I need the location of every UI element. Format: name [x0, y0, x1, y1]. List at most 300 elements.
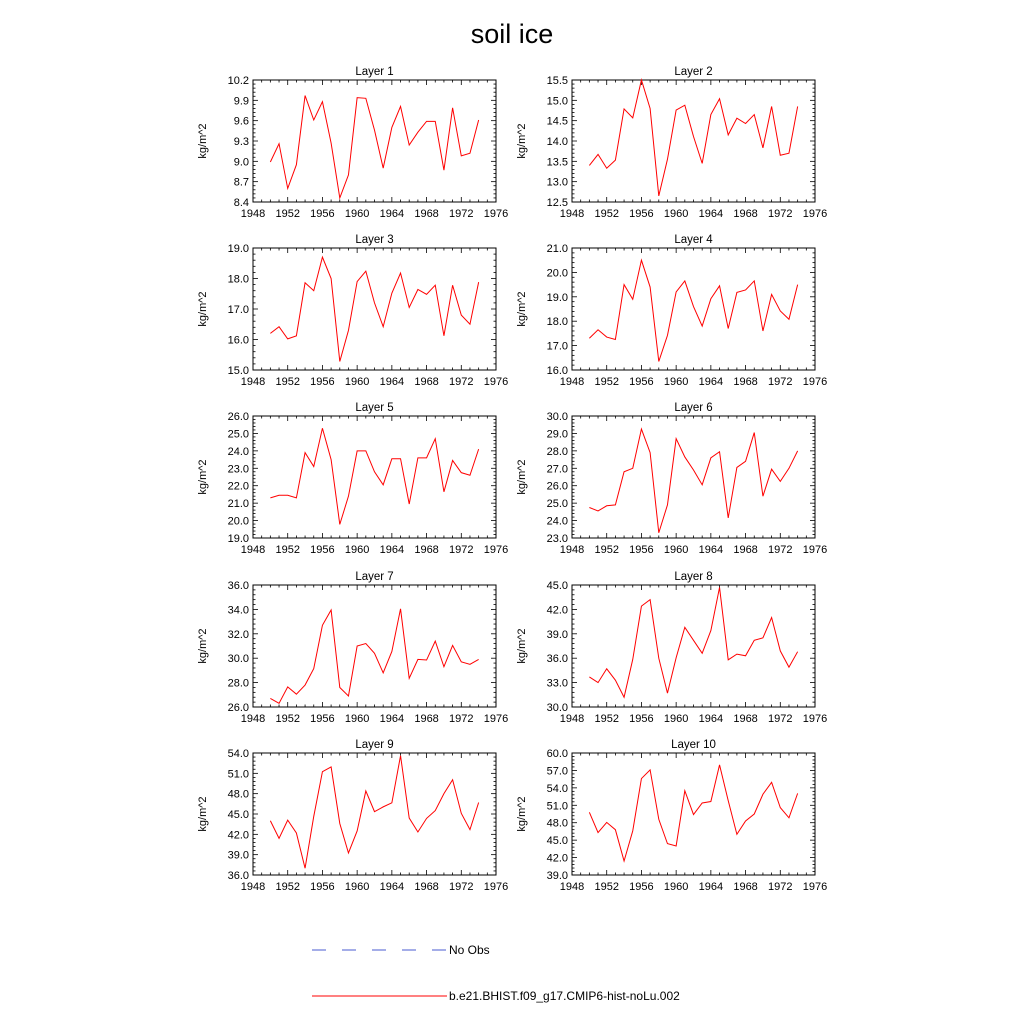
data-point	[399, 272, 401, 274]
y-tick-label: 13.0	[546, 176, 568, 189]
data-point	[614, 338, 616, 340]
data-point	[391, 650, 393, 652]
data-point	[770, 293, 772, 295]
data-point	[460, 314, 462, 316]
x-tick-label: 1948	[559, 713, 585, 725]
data-point	[666, 692, 668, 694]
data-point	[321, 624, 323, 626]
data-point	[796, 792, 798, 794]
data-point	[373, 129, 375, 131]
panel-layer-10	[516, 739, 827, 893]
y-tick-label: 51.0	[227, 768, 249, 781]
x-tick-label: 1956	[629, 544, 654, 556]
data-point	[779, 806, 781, 808]
data-point	[779, 480, 781, 482]
data-point	[718, 451, 720, 453]
x-tick-label: 1956	[629, 376, 654, 388]
y-tick-label: 12.5	[546, 197, 568, 209]
data-point	[477, 801, 479, 803]
data-point	[356, 280, 358, 282]
data-point	[304, 867, 306, 869]
panel-title: Layer 9	[355, 739, 394, 751]
x-tick-label: 1968	[414, 881, 439, 893]
data-point	[313, 815, 315, 817]
x-tick-label: 1948	[559, 376, 585, 388]
data-point	[744, 122, 746, 124]
data-point	[658, 818, 660, 820]
data-point	[339, 822, 341, 824]
data-point	[744, 820, 746, 822]
data-point	[321, 256, 323, 258]
y-tick-label: 13.5	[546, 156, 568, 169]
data-point	[373, 810, 375, 812]
data-point	[770, 616, 772, 618]
data-point	[710, 298, 712, 300]
data-point	[408, 817, 410, 819]
data-point	[632, 830, 634, 832]
y-tick-label: 29.0	[546, 428, 568, 441]
data-point	[753, 431, 755, 433]
panel-title: Layer 2	[674, 66, 713, 78]
data-point	[727, 659, 729, 661]
data-point	[313, 290, 315, 292]
y-axis-label: kg/m^2	[516, 291, 528, 327]
data-point	[692, 135, 694, 137]
data-point	[460, 812, 462, 814]
data-point	[304, 282, 306, 284]
data-point	[623, 283, 625, 285]
y-tick-label: 45.0	[227, 809, 249, 821]
y-tick-label: 25.0	[227, 428, 249, 441]
y-tick-label: 25.0	[546, 498, 568, 511]
y-axis-label: kg/m^2	[516, 459, 528, 495]
y-tick-label: 24.0	[546, 515, 568, 528]
data-point	[684, 280, 686, 282]
data-point	[779, 154, 781, 156]
data-point	[640, 605, 642, 607]
data-point	[460, 471, 462, 473]
x-tick-label: 1952	[594, 713, 619, 725]
data-point	[269, 497, 271, 499]
x-tick-label: 1948	[240, 881, 266, 893]
x-tick-label: 1976	[483, 881, 509, 893]
data-point	[425, 120, 427, 122]
data-point	[701, 802, 703, 804]
data-point	[606, 668, 608, 670]
x-tick-label: 1956	[310, 713, 335, 725]
y-tick-label: 30.0	[546, 411, 568, 423]
data-point	[434, 640, 436, 642]
data-point	[382, 484, 384, 486]
y-tick-label: 16.0	[227, 334, 249, 347]
x-tick-label: 1968	[733, 544, 758, 556]
data-point	[391, 126, 393, 128]
data-point	[356, 450, 358, 452]
plot-frame	[253, 753, 496, 875]
y-tick-label: 42.0	[546, 604, 568, 617]
data-point	[658, 360, 660, 362]
data-point	[330, 458, 332, 460]
data-point	[269, 697, 271, 699]
legend-label-no-obs: No Obs	[449, 943, 490, 957]
x-tick-label: 1948	[559, 544, 585, 556]
data-point	[718, 764, 720, 766]
x-tick-label: 1964	[698, 544, 724, 556]
data-point	[588, 506, 590, 508]
data-point	[460, 661, 462, 663]
data-point	[295, 497, 297, 499]
data-point	[675, 845, 677, 847]
panel-title: Layer 10	[671, 739, 716, 751]
x-tick-label: 1972	[768, 544, 793, 556]
data-point	[736, 291, 738, 293]
data-point	[451, 284, 453, 286]
data-point	[278, 143, 280, 145]
y-tick-label: 14.5	[546, 115, 568, 128]
data-point	[788, 152, 790, 154]
data-point	[313, 119, 315, 121]
data-point	[588, 337, 590, 339]
data-point	[597, 329, 599, 331]
data-point	[623, 696, 625, 698]
data-point	[330, 766, 332, 768]
x-tick-label: 1948	[240, 713, 266, 725]
x-tick-label: 1960	[344, 376, 370, 388]
data-point	[278, 837, 280, 839]
data-point	[649, 598, 651, 600]
data-point	[762, 330, 764, 332]
plot-frame	[572, 416, 815, 538]
data-point	[614, 159, 616, 161]
data-point	[658, 532, 660, 534]
y-axis-label: kg/m^2	[516, 796, 528, 832]
panel-layer-9	[197, 739, 508, 893]
data-point	[287, 494, 289, 496]
x-tick-label: 1952	[594, 376, 619, 388]
data-point	[417, 457, 419, 459]
x-tick-label: 1956	[310, 544, 335, 556]
x-tick-label: 1976	[483, 713, 509, 725]
data-point	[304, 451, 306, 453]
y-tick-label: 60.0	[546, 748, 568, 760]
x-tick-label: 1956	[629, 208, 654, 220]
x-tick-label: 1960	[663, 544, 689, 556]
y-tick-label: 54.0	[227, 748, 249, 760]
data-point	[347, 329, 349, 331]
y-axis-label: kg/m^2	[197, 796, 209, 832]
data-point	[347, 852, 349, 854]
y-tick-label: 8.4	[233, 197, 249, 209]
data-point	[675, 109, 677, 111]
data-point	[666, 504, 668, 506]
data-point	[425, 293, 427, 295]
data-point	[269, 161, 271, 163]
data-point	[692, 813, 694, 815]
data-point	[443, 169, 445, 171]
data-point	[779, 650, 781, 652]
data-point	[632, 117, 634, 119]
data-point	[788, 318, 790, 320]
main-title: soil ice	[470, 19, 554, 49]
data-point	[382, 806, 384, 808]
y-tick-label: 21.0	[227, 498, 249, 511]
x-tick-label: 1976	[483, 376, 509, 388]
y-tick-label: 15.5	[546, 75, 568, 87]
data-point	[408, 503, 410, 505]
y-tick-label: 54.0	[546, 782, 568, 795]
data-point	[339, 197, 341, 199]
data-point	[727, 517, 729, 519]
data-point	[736, 653, 738, 655]
data-point	[330, 142, 332, 144]
data-point	[701, 325, 703, 327]
series-line-layer-3	[270, 257, 478, 361]
x-tick-label: 1956	[310, 376, 335, 388]
x-tick-label: 1948	[559, 881, 585, 893]
data-point	[443, 335, 445, 337]
x-tick-label: 1968	[733, 713, 758, 725]
data-point	[356, 96, 358, 98]
data-point	[675, 437, 677, 439]
data-point	[640, 79, 642, 81]
data-point	[770, 781, 772, 783]
data-point	[382, 325, 384, 327]
data-point	[649, 769, 651, 771]
data-point	[408, 144, 410, 146]
x-tick-label: 1976	[483, 208, 509, 220]
panel-layer-1	[197, 66, 508, 220]
data-point	[373, 652, 375, 654]
y-tick-label: 9.3	[233, 136, 249, 148]
data-point	[295, 693, 297, 695]
data-point	[477, 119, 479, 121]
data-point	[330, 277, 332, 279]
y-tick-label: 26.0	[227, 411, 249, 423]
data-point	[640, 777, 642, 779]
data-point	[434, 284, 436, 286]
data-point	[451, 107, 453, 109]
data-point	[649, 107, 651, 109]
data-point	[399, 458, 401, 460]
data-point	[727, 327, 729, 329]
data-point	[649, 451, 651, 453]
y-axis-label: kg/m^2	[197, 291, 209, 327]
data-point	[365, 642, 367, 644]
data-point	[469, 663, 471, 665]
x-tick-label: 1964	[698, 208, 724, 220]
data-point	[451, 644, 453, 646]
data-point	[391, 802, 393, 804]
x-tick-label: 1948	[240, 376, 266, 388]
y-tick-label: 21.0	[546, 243, 568, 255]
data-point	[692, 305, 694, 307]
y-tick-label: 30.0	[227, 653, 249, 666]
x-tick-label: 1952	[594, 208, 619, 220]
y-tick-label: 48.0	[546, 817, 568, 830]
y-tick-label: 32.0	[227, 628, 249, 641]
data-point	[313, 465, 315, 467]
data-point	[278, 702, 280, 704]
data-point	[417, 131, 419, 133]
plot-frame	[572, 80, 815, 202]
data-point	[701, 162, 703, 164]
data-point	[666, 842, 668, 844]
data-point	[287, 686, 289, 688]
y-tick-label: 45.0	[546, 835, 568, 848]
x-tick-label: 1976	[802, 544, 828, 556]
data-point	[391, 458, 393, 460]
data-point	[339, 523, 341, 525]
x-tick-label: 1960	[663, 208, 689, 220]
data-point	[382, 672, 384, 674]
x-tick-label: 1952	[594, 544, 619, 556]
data-point	[313, 667, 315, 669]
x-tick-label: 1964	[698, 376, 724, 388]
data-point	[588, 676, 590, 678]
series-line-layer-10	[589, 765, 797, 861]
x-tick-label: 1964	[698, 881, 724, 893]
x-tick-label: 1952	[275, 544, 300, 556]
data-point	[451, 779, 453, 781]
data-point	[408, 306, 410, 308]
data-point	[701, 652, 703, 654]
panel-grid	[197, 66, 827, 893]
y-tick-label: 14.0	[546, 136, 568, 148]
data-point	[469, 474, 471, 476]
panel-layer-5	[197, 402, 508, 556]
data-point	[373, 302, 375, 304]
data-point	[365, 97, 367, 99]
data-point	[330, 609, 332, 611]
x-tick-label: 1968	[414, 713, 439, 725]
panel-layer-7	[197, 571, 508, 725]
y-tick-label: 30.0	[546, 702, 568, 714]
x-tick-label: 1952	[275, 376, 300, 388]
data-point	[675, 291, 677, 293]
y-axis-label: kg/m^2	[516, 123, 528, 159]
data-point	[710, 457, 712, 459]
y-tick-label: 20.0	[227, 515, 249, 528]
data-point	[597, 153, 599, 155]
data-point	[779, 310, 781, 312]
data-point	[443, 792, 445, 794]
data-point	[744, 655, 746, 657]
data-point	[623, 108, 625, 110]
data-point	[278, 325, 280, 327]
y-tick-label: 19.0	[227, 533, 249, 545]
data-point	[753, 113, 755, 115]
x-tick-label: 1960	[663, 376, 689, 388]
data-point	[606, 821, 608, 823]
y-tick-label: 26.0	[546, 480, 568, 493]
data-point	[287, 338, 289, 340]
x-tick-label: 1956	[629, 881, 654, 893]
data-point	[614, 679, 616, 681]
data-point	[365, 270, 367, 272]
x-tick-label: 1964	[379, 208, 405, 220]
data-point	[399, 755, 401, 757]
data-point	[597, 510, 599, 512]
data-point	[788, 817, 790, 819]
x-tick-label: 1972	[768, 208, 793, 220]
data-point	[710, 629, 712, 631]
data-point	[443, 666, 445, 668]
x-tick-label: 1968	[733, 881, 758, 893]
data-point	[718, 98, 720, 100]
y-tick-label: 34.0	[227, 604, 249, 617]
data-point	[692, 469, 694, 471]
data-point	[417, 288, 419, 290]
y-tick-label: 48.0	[227, 788, 249, 801]
x-tick-label: 1972	[449, 376, 474, 388]
y-tick-label: 24.0	[227, 445, 249, 458]
y-tick-label: 10.2	[227, 75, 249, 87]
data-point	[684, 456, 686, 458]
data-point	[692, 639, 694, 641]
data-point	[762, 793, 764, 795]
data-point	[744, 289, 746, 291]
legend-label-model: b.e21.BHIST.f09_g17.CMIP6-hist-noLu.002	[449, 989, 680, 1003]
data-point	[425, 659, 427, 661]
data-point	[434, 437, 436, 439]
plot-frame	[253, 416, 496, 538]
data-point	[718, 285, 720, 287]
x-tick-label: 1968	[414, 376, 439, 388]
data-point	[658, 657, 660, 659]
x-tick-label: 1952	[594, 881, 619, 893]
data-point	[477, 448, 479, 450]
data-point	[287, 819, 289, 821]
y-tick-label: 16.0	[546, 365, 568, 377]
data-point	[278, 494, 280, 496]
panel-layer-2	[516, 66, 827, 220]
y-tick-label: 18.0	[546, 316, 568, 329]
data-point	[762, 495, 764, 497]
legend	[312, 943, 680, 1003]
data-point	[710, 113, 712, 115]
panel-title: Layer 6	[674, 402, 713, 414]
panel-title: Layer 4	[674, 234, 713, 246]
data-point	[796, 450, 798, 452]
data-point	[477, 658, 479, 660]
y-tick-label: 22.0	[227, 480, 249, 493]
y-tick-label: 17.0	[546, 340, 568, 353]
data-point	[701, 484, 703, 486]
panel-title: Layer 7	[355, 571, 394, 583]
data-point	[623, 860, 625, 862]
data-point	[770, 468, 772, 470]
series-line-layer-5	[270, 428, 478, 524]
x-tick-label: 1952	[275, 881, 300, 893]
x-tick-label: 1972	[449, 208, 474, 220]
data-point	[356, 830, 358, 832]
data-point	[666, 334, 668, 336]
x-tick-label: 1960	[344, 208, 370, 220]
data-point	[649, 286, 651, 288]
data-point	[788, 666, 790, 668]
panel-title: Layer 3	[355, 234, 394, 246]
plot-frame	[572, 248, 815, 370]
data-point	[425, 817, 427, 819]
y-tick-label: 36.0	[546, 653, 568, 666]
y-tick-label: 39.0	[227, 849, 249, 862]
x-tick-label: 1964	[379, 544, 405, 556]
y-tick-label: 51.0	[546, 800, 568, 813]
x-tick-label: 1960	[344, 881, 370, 893]
y-tick-label: 9.0	[233, 156, 249, 169]
x-tick-label: 1968	[733, 376, 758, 388]
x-tick-label: 1976	[483, 544, 509, 556]
